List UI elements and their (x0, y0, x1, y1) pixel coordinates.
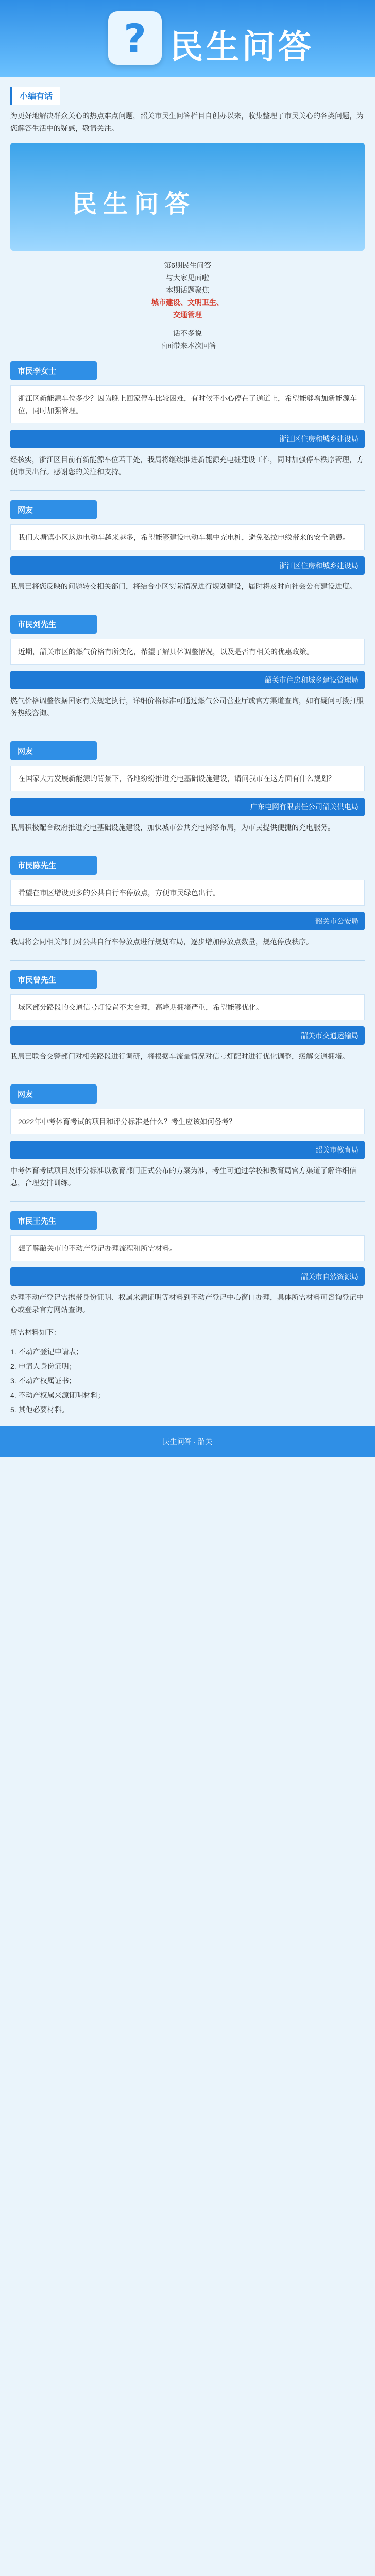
list-item: 2. 申请人身份证明； (10, 1362, 76, 1370)
question: 浙江区新能源车位多少？因为晚上回家停车比较困难，有时候不小心停在了通道上，希望能够增加新能源车位，同时加强管理。 (10, 385, 365, 423)
question: 希望在市区增设更多的公共自行车停放点，方便市民绿色出行。 (10, 880, 365, 906)
question: 在国家大力发展新能源的背景下，各地纷纷推进充电基础设施建设，请问我市在这方面有什么规划？ (10, 766, 365, 791)
question: 想了解韶关市的不动产登记办理流程和所需材料。 (10, 1235, 365, 1261)
asker: 市民王先生 (10, 1211, 97, 1230)
asker: 市民刘先生 (10, 615, 97, 634)
hero-banner (0, 0, 375, 77)
issue-line: 与大家见面啦 (166, 274, 209, 282)
divider (10, 490, 365, 491)
divider (10, 1201, 365, 1202)
asker: 市民李女士 (10, 361, 97, 380)
answer: 办理不动产登记需携带身份证明、权属来源证明等材料到不动产登记中心窗口办理，具体所需材料可咨询登记中心或登录官方网站查询。 (10, 1293, 364, 1314)
qa-4 (10, 741, 365, 839)
material-list (10, 1346, 365, 1416)
responder: 韶关市公安局 (10, 912, 365, 930)
responder: 韶关市住房和城乡建设管理局 (10, 671, 365, 689)
asker: 市民曾先生 (10, 970, 97, 989)
qa-3 (10, 615, 365, 724)
qa-6 (10, 970, 365, 1067)
intro-label: 小编有话 (10, 87, 60, 105)
asker: 网友 (10, 1084, 97, 1104)
more-line: 下面带来本次回答 (159, 342, 216, 350)
more-line: 话不多说 (173, 329, 202, 337)
answer: 我局已联合交警部门对相关路段进行调研，将根据车流量情况对信号灯配时进行优化调整，缓解交通拥堵。 (10, 1052, 349, 1060)
responder: 浙江区住房和城乡建设局 (10, 556, 365, 575)
qa-2 (10, 500, 365, 598)
qa-1 (10, 361, 365, 483)
footer: 民生问答 · 韶关 (0, 1426, 375, 1457)
qa-8 (10, 1211, 365, 1416)
divider (10, 960, 365, 961)
answer: 中考体育考试项目及评分标准以教育部门正式公布的方案为准，考生可通过学校和教育局官方渠道了解详细信息，合理安排训练。 (10, 1166, 356, 1187)
question: 近期，韶关市区的燃气价格有所变化，希望了解具体调整情况，以及是否有相关的优惠政策。 (10, 639, 365, 665)
answer: 经核实，浙江区目前有新能源车位若干处，我局将继续推进新能源充电桩建设工作，同时加强停车秩序管理，方便市民出行。感谢您的关注和支持。 (10, 455, 364, 476)
asker: 市民陈先生 (10, 856, 97, 875)
asker: 网友 (10, 741, 97, 760)
question: 城区部分路段的交通信号灯设置不太合理，高峰期拥堵严重，希望能够优化。 (10, 994, 365, 1020)
issue-intro (10, 259, 365, 352)
list-item: 1. 不动产登记申请表； (10, 1348, 83, 1356)
answer: 我局已将您反映的问题转交相关部门，将结合小区实际情况进行规划建设，届时将及时向社会公布建设进度。 (10, 582, 356, 590)
answer: 我局积极配合政府推进充电基础设施建设，加快城市公共充电网络布局，为市民提供便捷的充电服务。 (10, 823, 335, 832)
responder: 韶关市交通运输局 (10, 1026, 365, 1045)
promo-banner (10, 143, 365, 251)
question-icon: ? (108, 11, 162, 65)
issue-line: 第6期民生问答 (164, 261, 211, 269)
responder: 韶关市教育局 (10, 1141, 365, 1159)
responder: 韶关市自然资源局 (10, 1267, 365, 1286)
issue-line: 本期话题聚焦 (166, 286, 209, 294)
banner-title: 民生问答 (72, 190, 196, 218)
qa-5 (10, 856, 365, 953)
topic-line: 交通管理 (173, 311, 202, 319)
responder: 广东电网有限责任公司韶关供电局 (10, 798, 365, 816)
qa-7 (10, 1084, 365, 1194)
question: 2022年中考体育考试的项目和评分标准是什么？考生应该如何备考？ (10, 1109, 365, 1134)
list-item: 5. 其他必要材料。 (10, 1405, 69, 1414)
answer: 我局将会同相关部门对公共自行车停放点进行规划布局，逐步增加停放点数量，规范停放秩序。 (10, 938, 313, 946)
answer: 燃气价格调整依据国家有关规定执行，详细价格标准可通过燃气公司营业厅或官方渠道查询，如有疑问可拨打服务热线咨询。 (10, 697, 364, 717)
page-title: 民生问答 (170, 28, 314, 66)
topic-line: 城市建设、文明卫生、 (151, 298, 224, 307)
question: 我们大塘镇小区这边电动车越来越多，希望能够建设电动车集中充电桩，避免私拉电线带来的安全隐患。 (10, 524, 365, 550)
list-title: 所需材料如下： (10, 1328, 61, 1336)
list-item: 3. 不动产权属证书； (10, 1377, 76, 1385)
list-item: 4. 不动产权属来源证明材料； (10, 1391, 105, 1399)
responder: 浙江区住房和城乡建设局 (10, 430, 365, 448)
intro-text: 为更好地解决群众关心的热点难点问题，韶关市民生问答栏目自创办以来，收集整理了市民关心的各类问题，为您解答生活中的疑惑，敬请关注。 (10, 112, 364, 132)
asker: 网友 (10, 500, 97, 519)
